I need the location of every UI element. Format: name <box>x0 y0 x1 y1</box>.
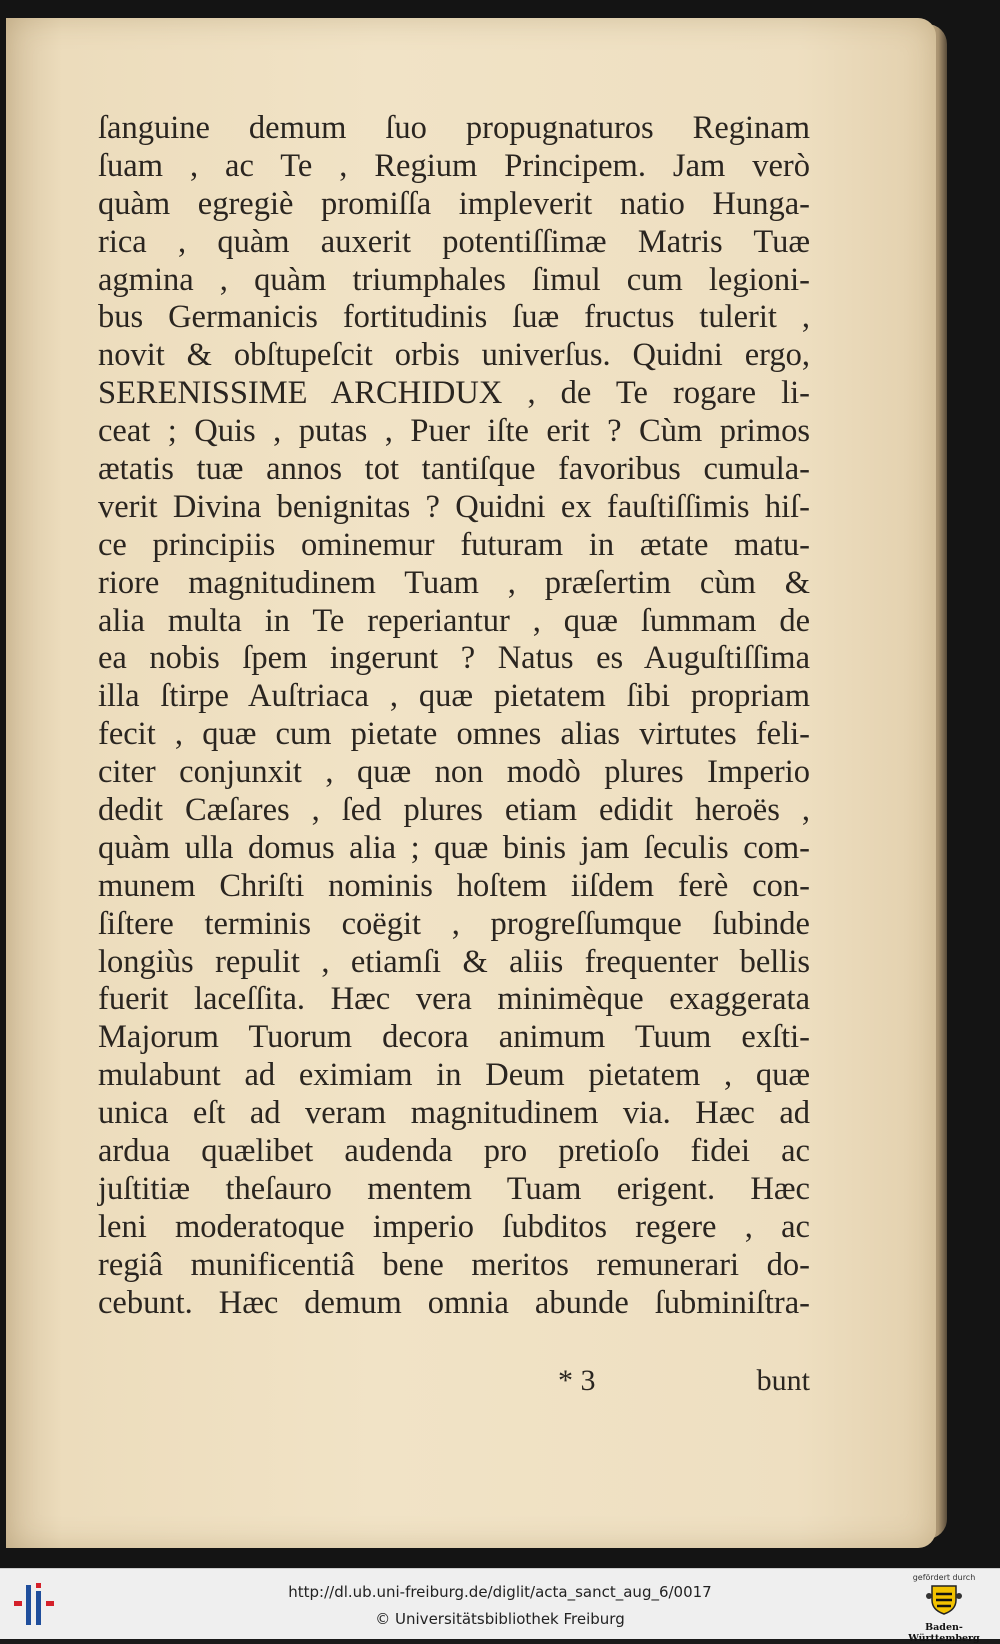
text-line: regiâ munificentiâ bene meritos remunerari do- <box>98 1246 810 1283</box>
text-line: unica eſt ad veram magnitudinem via. Hæc ad <box>98 1095 810 1132</box>
text-line: rica , quàm auxerit potentiſſimæ Matris Tuæ <box>98 223 810 260</box>
text-line: munem Chriſti nominis hoſtem iiſdem ferè con- <box>98 867 810 904</box>
text-line: citer conjunxit , quæ non modò plures Imperio <box>98 754 810 791</box>
text-line: illa ſtirpe Auſtriaca , quæ pietatem ſibi propriam <box>98 678 810 715</box>
text-line: ceat ; Quis , putas , Puer iſte erit ? Cùm primos <box>98 413 810 450</box>
text-line: fuerit laceſſita. Hæc vera minimèque exaggerata <box>98 981 810 1018</box>
catchword: bunt <box>756 1364 810 1397</box>
text-line: Majorum Tuorum decora animum Tuum exſti- <box>98 1019 810 1056</box>
text-line: cebunt. Hæc demum omnia abunde ſubminiſtra- <box>98 1284 810 1321</box>
text-line: quàm ulla domus alia ; quæ binis jam ſeculis com- <box>98 829 810 866</box>
text-line: verit Divina benignitas ? Quidni ex fauſtiſſimis hiſ- <box>98 488 810 525</box>
funder-label: gefördert durch <box>912 1573 976 1582</box>
page-footer-marks <box>98 1364 810 1400</box>
text-line: quàm egregiè promiſſa impleverit natio Hunga- <box>98 185 810 222</box>
text-line: fecit , quæ cum pietate omnes alias virtutes feli- <box>98 716 810 753</box>
page-text <box>98 110 810 1323</box>
text-line: leni moderatoque imperio ſubditos regere , ac <box>98 1208 810 1245</box>
text-line: ætatis tuæ annos tot tantiſque favoribus cumula- <box>98 451 810 488</box>
text-line: juſtitiæ theſauro mentem Tuam erigent. Hæc <box>98 1170 810 1207</box>
text-line: novit & obſtupeſcit orbis univerſus. Quidni ergo, <box>98 337 810 374</box>
text-line: bus Germanicis fortitudinis ſuæ fructus tulerit , <box>98 299 810 336</box>
text-line: SERENISSIME ARCHIDUX , de Te rogare li- <box>98 375 810 412</box>
text-line: ardua quælibet audenda pro pretioſo fidei ac <box>98 1133 810 1170</box>
state-coat-of-arms-icon <box>924 1582 964 1616</box>
text-line: alia multa in Te reperiantur , quæ ſummam de <box>98 602 810 639</box>
text-line: agmina , quàm triumphales ſimul cum legioni- <box>98 261 810 298</box>
funder-name: Baden-Württemberg <box>908 1622 980 1644</box>
copyright-text: © Universitätsbibliothek Freiburg <box>375 1610 625 1628</box>
permalink-url[interactable]: http://dl.ub.uni-freiburg.de/diglit/acta_sanct_aug_6/0017 <box>288 1583 712 1601</box>
text-line: ſiſtere terminis coëgit , progreſſumque ſubinde <box>98 905 810 942</box>
text-line: ſanguine demum ſuo propugnaturos Reginam <box>98 110 810 146</box>
text-line: ea nobis ſpem ingerunt ? Natus es Auguſtiſſima <box>98 640 810 677</box>
text-line: dedit Cæſares , ſed plures etiam edidit heroës , <box>98 792 810 829</box>
funder-badge <box>894 1571 994 1644</box>
signature-mark: * 3 <box>558 1364 596 1397</box>
text-line: riore magnitudinem Tuam , præſertim cùm & <box>98 564 810 601</box>
text-line: ce principiis ominemur futuram in ætate matu- <box>98 526 810 563</box>
text-line: longiùs repulit , etiamſi & aliis frequenter bellis <box>98 943 810 980</box>
text-line: ſuam , ac Te , Regium Principem. Jam verò <box>98 147 810 184</box>
text-line: mulabunt ad eximiam in Deum pietatem , quæ <box>98 1057 810 1094</box>
viewer-footer <box>0 1568 1000 1644</box>
